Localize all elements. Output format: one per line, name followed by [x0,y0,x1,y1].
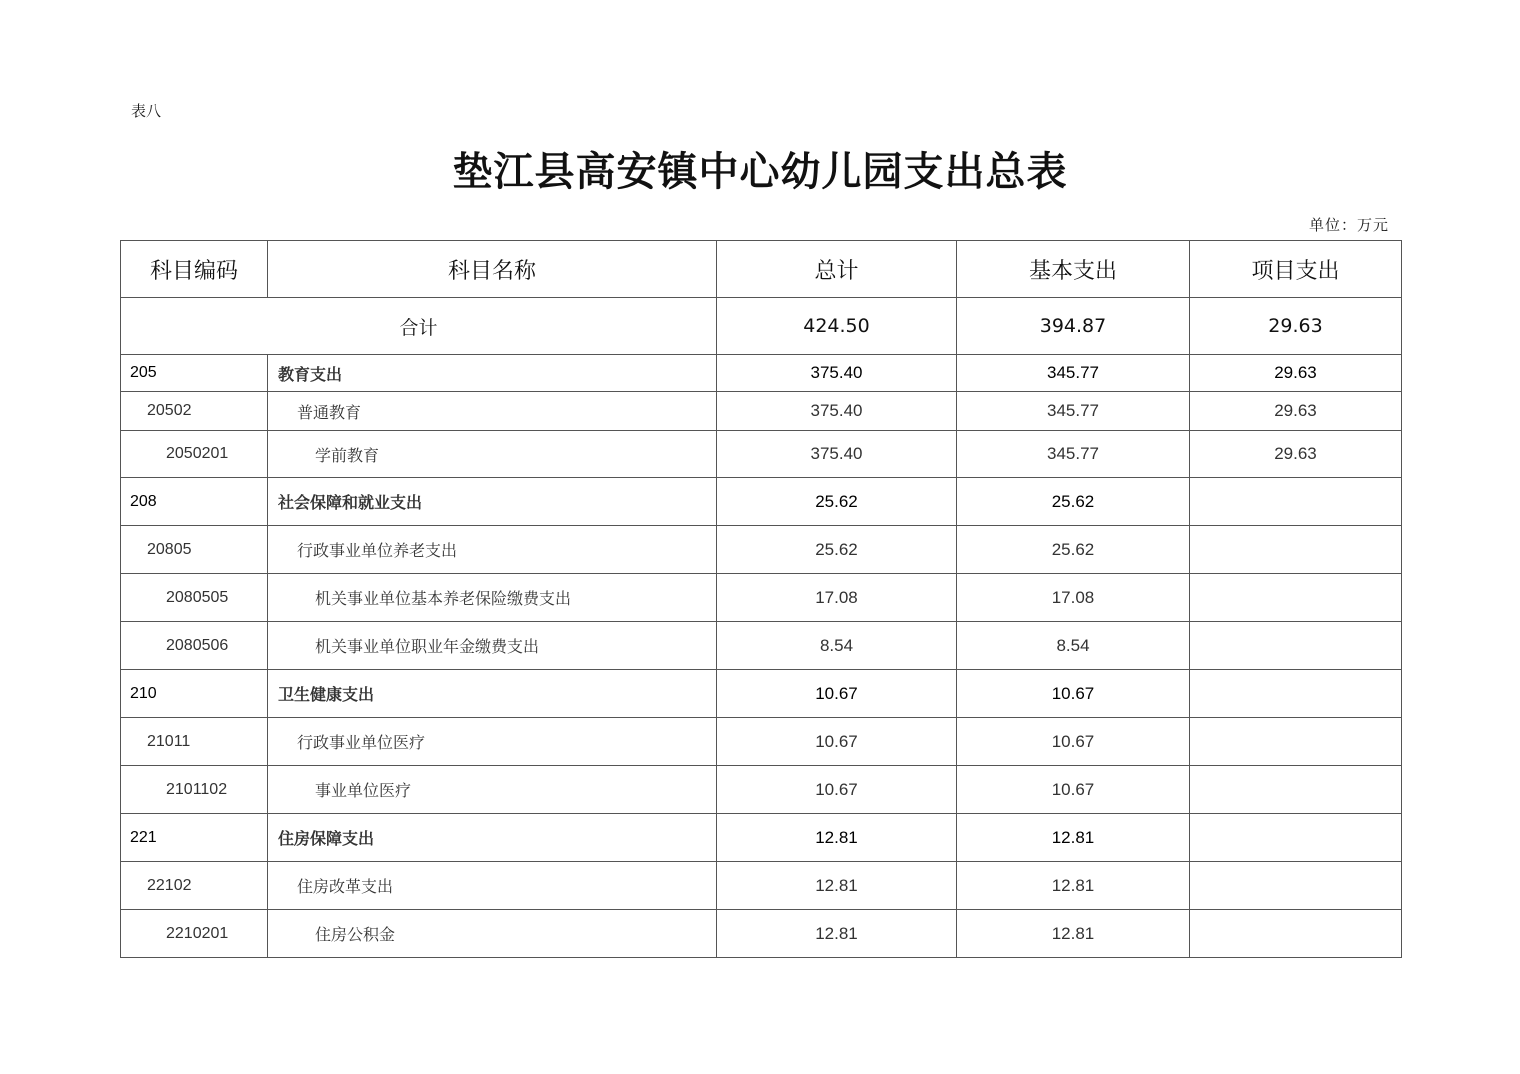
row-total: 25.62 [717,526,957,574]
row-total: 17.08 [717,574,957,622]
row-total: 25.62 [717,478,957,526]
unit-label: 单位：万元 [1308,216,1389,234]
table-row [121,392,1402,431]
table-row [121,526,1402,574]
header-total: 总计 [717,241,957,298]
table-row [121,670,1402,718]
row-total: 12.81 [717,910,957,958]
row-basic: 10.67 [957,718,1190,766]
row-code: 2080506 [121,622,268,670]
row-basic: 10.67 [957,766,1190,814]
table-number-label: 表八 [131,102,162,120]
total-project: 29.63 [1190,298,1402,355]
table-row [121,478,1402,526]
table-row [121,862,1402,910]
header-basic: 基本支出 [957,241,1190,298]
table-row [121,718,1402,766]
row-name: 行政事业单位医疗 [268,718,717,766]
row-basic: 25.62 [957,526,1190,574]
row-project [1190,526,1402,574]
row-project [1190,814,1402,862]
row-code: 2080505 [121,574,268,622]
row-name: 机关事业单位基本养老保险缴费支出 [268,574,717,622]
row-code: 2210201 [121,910,268,958]
row-basic: 8.54 [957,622,1190,670]
row-basic: 345.77 [957,392,1190,431]
row-project [1190,718,1402,766]
row-name: 行政事业单位养老支出 [268,526,717,574]
row-total: 10.67 [717,766,957,814]
row-project [1190,622,1402,670]
total-label: 合计 [121,298,717,355]
row-project [1190,478,1402,526]
page-title: 垫江县高安镇中心幼儿园支出总表 [452,148,1068,195]
row-name: 住房保障支出 [268,814,717,862]
row-name: 学前教育 [268,431,717,478]
table-row [121,574,1402,622]
header-project: 项目支出 [1190,241,1402,298]
row-basic: 345.77 [957,355,1190,392]
table-row [121,766,1402,814]
total-sum: 424.50 [717,298,957,355]
row-code: 208 [121,478,268,526]
row-total: 8.54 [717,622,957,670]
row-project [1190,862,1402,910]
row-project [1190,766,1402,814]
table-row [121,910,1402,958]
row-total: 12.81 [717,862,957,910]
row-total: 12.81 [717,814,957,862]
table-row [121,622,1402,670]
row-name: 住房公积金 [268,910,717,958]
row-total: 10.67 [717,670,957,718]
table-row [121,814,1402,862]
row-name: 社会保障和就业支出 [268,478,717,526]
row-project: 29.63 [1190,392,1402,431]
row-total: 375.40 [717,392,957,431]
row-code: 221 [121,814,268,862]
row-basic: 12.81 [957,814,1190,862]
row-code: 2101102 [121,766,268,814]
row-code: 21011 [121,718,268,766]
row-code: 20502 [121,392,268,431]
row-project [1190,670,1402,718]
row-project: 29.63 [1190,431,1402,478]
row-name: 卫生健康支出 [268,670,717,718]
row-basic: 345.77 [957,431,1190,478]
row-code: 205 [121,355,268,392]
row-code: 20805 [121,526,268,574]
row-basic: 10.67 [957,670,1190,718]
row-name: 教育支出 [268,355,717,392]
row-project [1190,910,1402,958]
expense-table [120,240,1402,958]
row-code: 22102 [121,862,268,910]
table-row [121,431,1402,478]
row-name: 住房改革支出 [268,862,717,910]
row-name: 机关事业单位职业年金缴费支出 [268,622,717,670]
row-basic: 12.81 [957,862,1190,910]
total-basic: 394.87 [957,298,1190,355]
row-total: 10.67 [717,718,957,766]
header-name: 科目名称 [268,241,717,298]
row-name: 事业单位医疗 [268,766,717,814]
row-name: 普通教育 [268,392,717,431]
header-code: 科目编码 [121,241,268,298]
row-basic: 12.81 [957,910,1190,958]
row-code: 2050201 [121,431,268,478]
row-total: 375.40 [717,431,957,478]
row-basic: 17.08 [957,574,1190,622]
table-row [121,355,1402,392]
row-code: 210 [121,670,268,718]
header-row [121,241,1402,298]
row-project [1190,574,1402,622]
total-row [121,298,1402,355]
row-basic: 25.62 [957,478,1190,526]
row-total: 375.40 [717,355,957,392]
row-project: 29.63 [1190,355,1402,392]
